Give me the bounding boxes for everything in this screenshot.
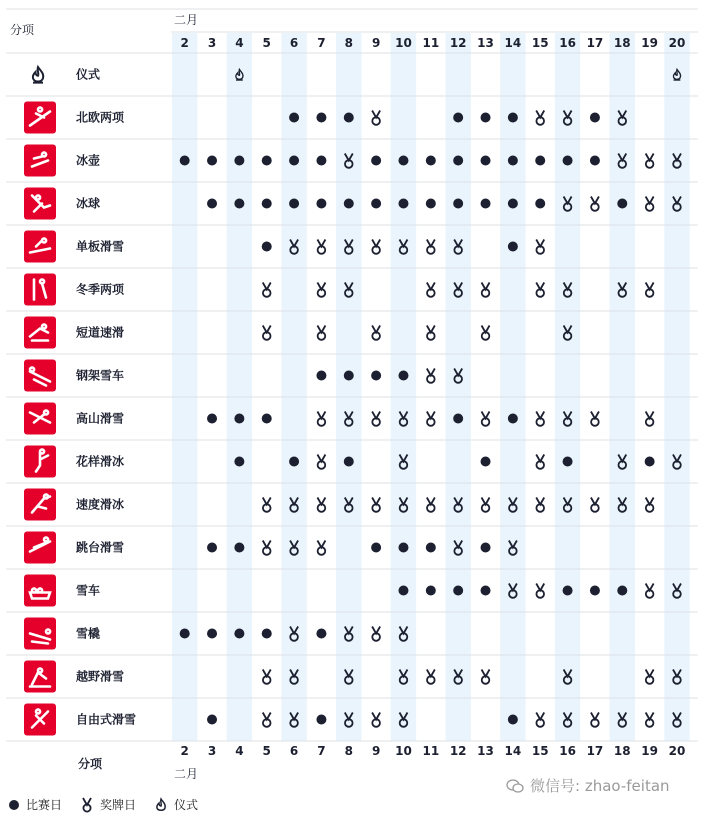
row-label: 跳台滑雪 — [76, 540, 125, 555]
row-label: 雪车 — [76, 583, 101, 598]
competition-dot — [481, 586, 491, 596]
day-label-bottom: 3 — [207, 744, 217, 758]
medal-mark — [372, 498, 380, 512]
day-label-bottom: 11 — [422, 744, 440, 758]
medal-mark — [317, 498, 325, 512]
row-label: 高山滑雪 — [76, 411, 125, 426]
medal-mark — [646, 584, 654, 598]
competition-dot — [398, 543, 408, 553]
day-label-top: 13 — [477, 36, 494, 50]
medal-mark — [317, 326, 325, 340]
speed-skating-icon — [24, 489, 56, 521]
competition-dot — [563, 156, 573, 166]
competition-dot — [508, 414, 518, 424]
watermark — [506, 775, 670, 796]
medal-mark — [427, 412, 435, 426]
competition-dot — [481, 457, 491, 467]
medal-mark — [263, 541, 271, 555]
medal-mark — [536, 412, 544, 426]
competition-dot — [453, 414, 463, 424]
competition-dot — [316, 156, 326, 166]
legend-ceremony — [154, 796, 198, 813]
competition-dot — [180, 156, 190, 166]
competition-dot — [344, 457, 354, 467]
competition-dot — [316, 199, 326, 209]
medal-mark — [591, 498, 599, 512]
competition-dot — [426, 586, 436, 596]
competition-dot — [508, 113, 518, 123]
competition-dot — [234, 414, 244, 424]
competition-dot — [508, 242, 518, 252]
nordic-combined-icon — [24, 102, 56, 134]
medal-mark — [317, 455, 325, 469]
day-label-bottom: 17 — [586, 744, 604, 758]
day-label-bottom: 4 — [235, 744, 244, 758]
ceremony-flame-icon — [33, 67, 43, 83]
competition-dot — [563, 586, 573, 596]
competition-dot — [262, 629, 272, 639]
medal-mark — [263, 670, 271, 684]
competition-dot — [617, 586, 627, 596]
competition-dot — [262, 414, 272, 424]
cross-country-icon — [24, 661, 56, 693]
day-label-bottom: 8 — [344, 744, 353, 758]
day-label-top: 9 — [371, 36, 381, 50]
medal-mark — [372, 111, 380, 125]
day-label-top: 16 — [559, 36, 576, 50]
medal-mark — [646, 713, 654, 727]
legend — [8, 796, 216, 813]
day-label-top: 18 — [613, 36, 631, 50]
competition-dot — [262, 199, 272, 209]
legend-competition — [8, 796, 62, 813]
day-label-top: 8 — [344, 36, 353, 50]
day-label-bottom: 9 — [371, 744, 381, 758]
day-label-bottom: 19 — [641, 744, 658, 758]
day-label-top: 12 — [449, 36, 467, 50]
competition-dot — [481, 113, 491, 123]
medal-mark — [536, 240, 544, 254]
day-label-bottom: 13 — [477, 744, 494, 758]
row-label: 自由式滑雪 — [76, 712, 137, 727]
competition-dot — [398, 199, 408, 209]
medal-mark — [482, 670, 490, 684]
competition-dot — [234, 156, 244, 166]
medal-mark — [591, 412, 599, 426]
day-label-top: 11 — [422, 36, 440, 50]
row-label: 钢架雪车 — [76, 368, 125, 383]
watermark-text: 微信号: zhao-feitan — [530, 777, 670, 795]
day-label-bottom: 18 — [613, 744, 631, 758]
competition-dot — [180, 629, 190, 639]
medal-mark — [317, 412, 325, 426]
competition-dot — [617, 199, 627, 209]
medal-mark — [646, 670, 654, 684]
competition-dot — [426, 543, 436, 553]
competition-dot — [590, 156, 600, 166]
legend-ceremony-label: 仪式 — [174, 798, 199, 812]
day-label-top: 17 — [586, 36, 604, 50]
competition-dot — [453, 199, 463, 209]
competition-dot — [398, 586, 408, 596]
competition-dot — [234, 199, 244, 209]
snowboard-icon — [24, 231, 56, 263]
competition-dot — [289, 156, 299, 166]
medal-mark — [536, 713, 544, 727]
icon-tile — [24, 575, 56, 607]
row-label: 北欧两项 — [76, 110, 125, 125]
medal-mark — [372, 627, 380, 641]
competition-dot — [590, 113, 600, 123]
competition-dot — [289, 457, 299, 467]
day-label-bottom: 5 — [262, 744, 271, 758]
day-label-top: 7 — [317, 36, 326, 50]
medal-mark — [263, 498, 271, 512]
medal-mark — [482, 283, 490, 297]
day-label-top: 20 — [668, 36, 686, 50]
competition-dot — [344, 371, 354, 381]
medal-mark — [427, 240, 435, 254]
medal-mark — [317, 283, 325, 297]
medal-mark — [536, 498, 544, 512]
competition-dot — [207, 414, 217, 424]
competition-dot — [426, 199, 436, 209]
row-label: 单板滑雪 — [76, 239, 125, 254]
competition-dot — [234, 457, 244, 467]
competition-dot — [481, 543, 491, 553]
competition-dot — [590, 586, 600, 596]
competition-dot-icon — [8, 799, 20, 811]
icon-tile — [24, 317, 56, 349]
competition-dot — [481, 156, 491, 166]
medal-mark — [372, 326, 380, 340]
day-label-top: 19 — [641, 36, 658, 50]
medal-mark — [536, 455, 544, 469]
day-label-bottom: 7 — [317, 744, 326, 758]
competition-dot — [398, 156, 408, 166]
competition-dot — [344, 113, 354, 123]
ice-hockey-icon — [24, 188, 56, 220]
legend-medal-label: 奖牌日 — [100, 798, 137, 812]
icon-tile — [24, 145, 56, 177]
legend-competition-label: 比赛日 — [26, 798, 63, 812]
competition-dot — [508, 156, 518, 166]
competition-dot — [207, 199, 217, 209]
flame-outline — [33, 67, 43, 82]
competition-dot — [371, 371, 381, 381]
row-label: 仪式 — [76, 67, 101, 82]
bobsleigh-icon — [24, 575, 56, 607]
competition-dot — [453, 156, 463, 166]
medal-mark — [646, 197, 654, 211]
row-label: 速度滑冰 — [76, 497, 125, 512]
legend-medal — [80, 796, 136, 813]
day-label-bottom: 12 — [449, 744, 467, 758]
day-label-top: 2 — [180, 36, 189, 50]
day-label-bottom: 14 — [504, 744, 522, 758]
day-label-bottom: 10 — [395, 744, 412, 758]
medal-mark — [372, 713, 380, 727]
competition-dot — [508, 715, 518, 725]
header-label: 分项 — [10, 23, 35, 37]
competition-dot — [289, 199, 299, 209]
row-label: 冰球 — [76, 196, 101, 211]
competition-dot — [563, 457, 573, 467]
row-label: 花样滑冰 — [76, 454, 125, 469]
luge-icon — [24, 618, 56, 650]
skeleton-icon — [24, 360, 56, 392]
day-label-top: 5 — [262, 36, 271, 50]
short-track-icon — [24, 317, 56, 349]
competition-dot — [289, 113, 299, 123]
competition-dot — [371, 156, 381, 166]
icon-tile — [24, 231, 56, 263]
competition-dot — [316, 371, 326, 381]
day-label-top: 4 — [235, 36, 244, 50]
biathlon-icon — [24, 274, 56, 306]
medal-mark — [591, 713, 599, 727]
competition-dot — [344, 199, 354, 209]
medal-mark — [427, 670, 435, 684]
footer-label: 分项 — [77, 757, 103, 771]
row-label: 越野滑雪 — [76, 669, 125, 684]
competition-dot — [453, 586, 463, 596]
competition-dot — [371, 543, 381, 553]
medal-mark — [427, 498, 435, 512]
medal-mark — [482, 498, 490, 512]
day-label-bottom: 2 — [180, 744, 189, 758]
medal-mark — [427, 283, 435, 297]
day-label-top: 15 — [531, 36, 549, 50]
row-label: 雪橇 — [76, 626, 101, 641]
competition-dot — [426, 156, 436, 166]
medal-mark — [646, 412, 654, 426]
medal-mark — [263, 713, 271, 727]
wechat-icon — [506, 778, 524, 794]
row-label: 短道速滑 — [76, 325, 125, 340]
competition-dot — [262, 156, 272, 166]
medal-mark — [317, 240, 325, 254]
medal-mark — [536, 283, 544, 297]
day-label-bottom: 20 — [668, 744, 686, 758]
medal-mark — [427, 326, 435, 340]
competition-dot — [453, 113, 463, 123]
competition-dot — [481, 199, 491, 209]
row-label: 冬季两项 — [76, 282, 125, 297]
day-label-top: 3 — [207, 36, 217, 50]
medal-mark — [427, 369, 435, 383]
competition-dot — [316, 113, 326, 123]
medal-mark — [646, 154, 654, 168]
competition-dot — [262, 242, 272, 252]
competition-dot — [207, 156, 217, 166]
day-label-bottom: 6 — [289, 744, 299, 758]
medal-mark — [536, 584, 544, 598]
medal-mark — [646, 498, 654, 512]
day-label-top: 14 — [504, 36, 522, 50]
competition-dot — [207, 715, 217, 725]
medal-mark — [317, 541, 325, 555]
medal-icon — [80, 797, 94, 813]
day-label-top: 6 — [289, 36, 299, 50]
medal-mark — [372, 412, 380, 426]
day-label-top: 10 — [395, 36, 412, 50]
medal-mark — [482, 412, 490, 426]
medal-mark — [263, 283, 271, 297]
month-label-bottom: 二月 — [174, 767, 199, 781]
competition-dot — [316, 629, 326, 639]
medal-mark — [536, 111, 544, 125]
day-label-bottom: 16 — [559, 744, 576, 758]
alpine-skiing-icon — [24, 403, 56, 435]
competition-dot — [535, 156, 545, 166]
row-label: 冰壶 — [76, 153, 101, 168]
medal-mark — [482, 326, 490, 340]
competition-dot — [316, 715, 326, 725]
curling-icon — [24, 145, 56, 177]
flame-icon — [154, 797, 168, 813]
competition-dot — [508, 199, 518, 209]
competition-dot — [645, 457, 655, 467]
icon-tile — [24, 274, 56, 306]
competition-dot — [234, 543, 244, 553]
competition-dot — [398, 371, 408, 381]
medal-mark — [372, 240, 380, 254]
medal-mark — [591, 197, 599, 211]
medal-mark — [263, 326, 271, 340]
figure-skating-icon — [24, 446, 56, 478]
competition-dot — [234, 629, 244, 639]
competition-dot — [535, 199, 545, 209]
freestyle-icon — [24, 704, 56, 736]
month-label-top: 二月 — [174, 13, 199, 27]
day-label-bottom: 15 — [531, 744, 549, 758]
medal-mark — [646, 283, 654, 297]
competition-dot — [371, 199, 381, 209]
ski-jumping-icon — [24, 532, 56, 564]
competition-dot — [207, 543, 217, 553]
competition-dot — [207, 629, 217, 639]
